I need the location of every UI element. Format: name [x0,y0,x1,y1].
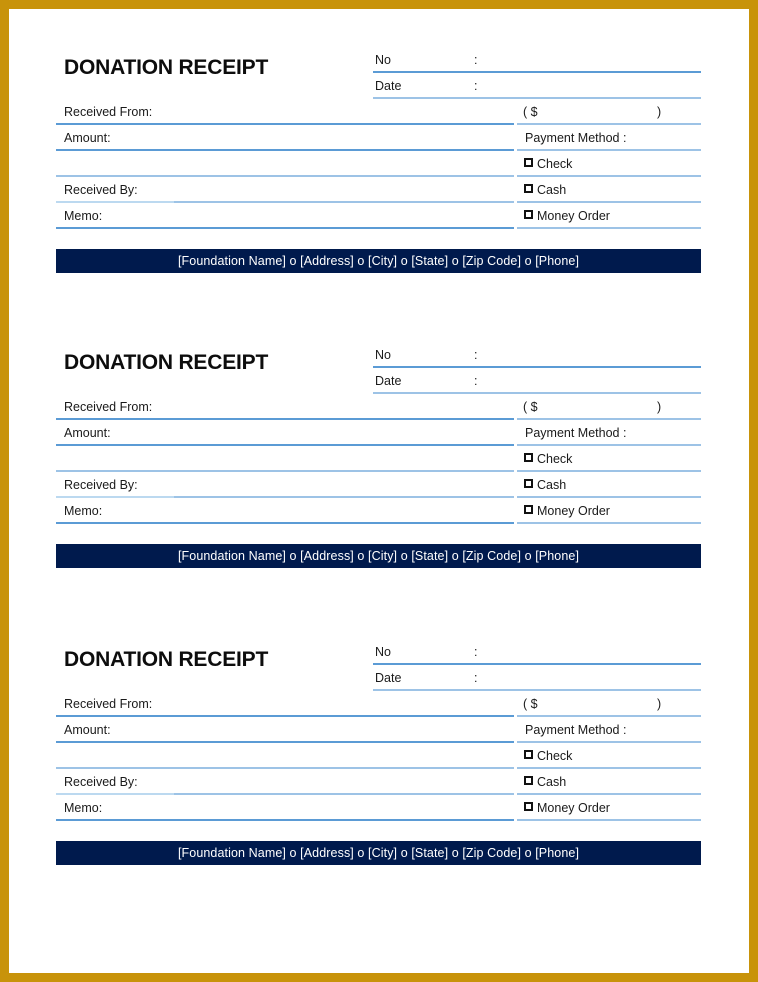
currency-amount-field[interactable] [517,691,701,717]
amount-field[interactable] [56,420,514,446]
payment-option-check-label: Check [537,157,573,171]
footer-organization-text: [Foundation Name] o [Address] o [City] o [State] o [Zip Code] o [Phone] [177,846,580,860]
received-from-label: Received From: [64,105,153,119]
payment-option-cash-label: Cash [537,775,567,789]
checkbox-icon[interactable] [524,453,533,462]
footer-organization-text: [Foundation Name] o [Address] o [City] o [State] o [Zip Code] o [Phone] [177,254,580,268]
receipt-footer-bar [56,249,701,273]
checkbox-icon[interactable] [524,776,533,785]
payment-option-money-order-label: Money Order [537,504,610,518]
receipt-right-column [517,691,701,847]
receipt-date-field[interactable] [373,369,701,394]
amount-field[interactable] [56,717,514,743]
receipt-header [56,338,701,394]
payment-option-cash[interactable] [517,472,701,498]
payment-option-money-order[interactable] [517,795,701,821]
payment-option-cash[interactable] [517,177,701,203]
checkbox-icon[interactable] [524,184,533,193]
amount-continuation-line[interactable] [56,743,514,769]
checkbox-icon[interactable] [524,479,533,488]
receipt-date-colon: : [474,374,478,388]
memo-field[interactable] [56,498,514,524]
amount-continuation-line[interactable] [56,151,514,177]
receipt-right-column [517,394,701,550]
receipt-number-label: No [375,53,391,67]
payment-option-money-order[interactable] [517,203,701,229]
receipt-date-field[interactable] [373,74,701,99]
receipt-date-label: Date [375,374,402,388]
payment-option-cash[interactable] [517,769,701,795]
receipt-footer-bar [56,544,701,568]
receipt-date-field[interactable] [373,666,701,691]
receipt-date-label: Date [375,671,402,685]
memo-field[interactable] [56,795,514,821]
page-title: DONATION RECEIPT [64,648,269,671]
receipt-number-colon: : [474,645,478,659]
amount-label: Amount: [64,426,111,440]
receipt-number-field[interactable] [373,48,701,73]
payment-method-header [517,717,701,743]
currency-open-paren: ( $ [523,697,538,711]
checkbox-icon[interactable] [524,210,533,219]
currency-amount-field[interactable] [517,394,701,420]
memo-label: Memo: [64,504,103,518]
payment-method-label: Payment Method : [525,723,627,737]
receipt-right-column [517,99,701,255]
checkbox-icon[interactable] [524,158,533,167]
receipt-left-column [56,394,514,550]
amount-field[interactable] [56,125,514,151]
receipt-number-colon: : [474,53,478,67]
receipt-date-colon: : [474,671,478,685]
receipt-date-label: Date [375,79,402,93]
received-by-field[interactable] [56,177,514,203]
receipt-number-field[interactable] [373,640,701,665]
checkbox-icon[interactable] [524,750,533,759]
receipt-header [56,635,701,691]
received-by-label: Received By: [64,183,138,197]
amount-label: Amount: [64,131,111,145]
received-by-label: Received By: [64,775,138,789]
memo-label: Memo: [64,209,103,223]
payment-method-label: Payment Method : [525,131,627,145]
received-from-label: Received From: [64,697,153,711]
payment-option-check-label: Check [537,749,573,763]
receipt-footer-bar [56,841,701,865]
received-by-label: Received By: [64,478,138,492]
memo-label: Memo: [64,801,103,815]
checkbox-icon[interactable] [524,505,533,514]
donation-receipt-2 [56,338,701,568]
payment-method-header [517,125,701,151]
amount-continuation-line[interactable] [56,446,514,472]
receipt-header [56,43,701,99]
received-by-field[interactable] [56,769,514,795]
currency-close-paren: ) [657,400,662,414]
currency-amount-field[interactable] [517,99,701,125]
page-title: DONATION RECEIPT [64,351,269,374]
currency-close-paren: ) [657,697,662,711]
receipt-number-colon: : [474,348,478,362]
payment-option-money-order-label: Money Order [537,209,610,223]
payment-option-check[interactable] [517,151,701,177]
payment-option-money-order[interactable] [517,498,701,524]
payment-option-cash-label: Cash [537,183,567,197]
currency-open-paren: ( $ [523,105,538,119]
memo-field[interactable] [56,203,514,229]
donation-receipt-1 [56,43,701,273]
receipt-body [56,691,701,841]
page-title: DONATION RECEIPT [64,56,269,79]
receipt-number-label: No [375,645,391,659]
payment-method-header [517,420,701,446]
received-from-field[interactable] [56,99,514,125]
currency-close-paren: ) [657,105,662,119]
receipt-number-label: No [375,348,391,362]
document-sheet [9,9,749,973]
payment-option-money-order-label: Money Order [537,801,610,815]
currency-open-paren: ( $ [523,400,538,414]
received-from-field[interactable] [56,394,514,420]
receipt-date-colon: : [474,79,478,93]
receipt-body [56,99,701,249]
payment-option-check[interactable] [517,446,701,472]
receipt-left-column [56,99,514,255]
payment-option-check-label: Check [537,452,573,466]
receipt-number-field[interactable] [373,343,701,368]
payment-method-label: Payment Method : [525,426,627,440]
payment-option-cash-label: Cash [537,478,567,492]
receipt-left-column [56,691,514,847]
amount-label: Amount: [64,723,111,737]
received-by-field[interactable] [56,472,514,498]
received-from-field[interactable] [56,691,514,717]
donation-receipt-3 [56,635,701,865]
receipt-body [56,394,701,544]
footer-organization-text: [Foundation Name] o [Address] o [City] o [State] o [Zip Code] o [Phone] [177,549,580,563]
checkbox-icon[interactable] [524,802,533,811]
payment-option-check[interactable] [517,743,701,769]
received-from-label: Received From: [64,400,153,414]
